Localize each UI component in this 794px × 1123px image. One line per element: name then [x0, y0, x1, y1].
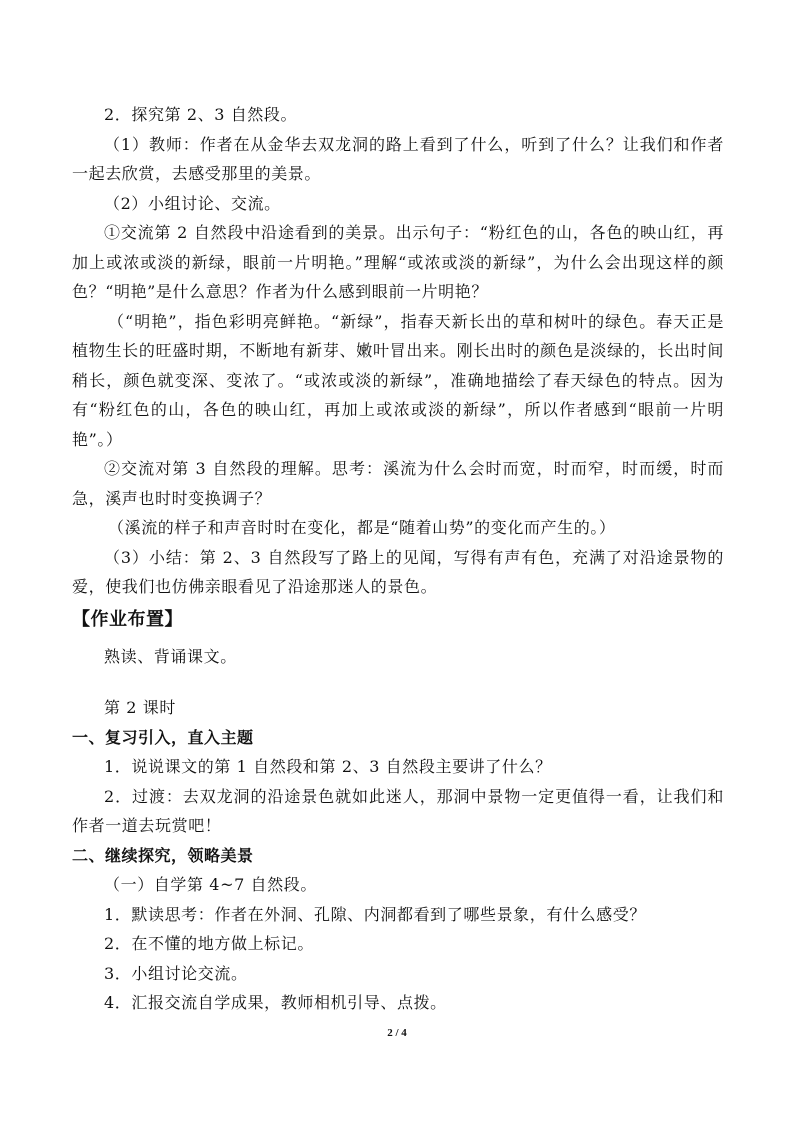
spacer: [72, 671, 724, 693]
list-item: （一）自学第 4~7 自然段。: [104, 875, 317, 894]
section-heading: 一、复习引入，直入主题: [72, 727, 254, 747]
list-item: 4．汇报交流自学成果，教师相机引导、点拨。: [104, 993, 447, 1012]
paragraph: （溪流的样子和声音时时在变化，都是“随着山势”的变化而产生的。）: [108, 518, 616, 537]
paragraph: （1）教师：作者在从金华去双龙洞的路上看到了什么，听到了什么？让我们和作者一起去欣赏，去感受那里的美景。: [72, 134, 724, 183]
paragraph: （“明艳”，指色彩明亮鲜艳。“新绿”，指春天新长出的草和树叶的绿色。春天正是植物生长的旺盛时期，不断地有新芽、嫩叶冒出来。刚长出时的颜色是淡绿的，长出时间稍长，颜色就变深、变浓了。“或浓或淡的新绿”，准确地描绘了春天绿色的特点。因为有“粉红色的山，各色的映山红，再加上或浓或淡的新绿”，所以作者感到“眼前一片明艳”。）: [72, 311, 724, 449]
list-item: 2．在不懂的地方做上标记。: [104, 934, 314, 953]
list-item: 1．说说课文的第 1 自然段和第 2、3 自然段主要讲了什么？: [104, 757, 552, 776]
section-heading: 二、继续探究，领略美景: [72, 845, 254, 865]
paragraph: （3）小结：第 2、3 自然段写了路上的见闻，写得有声有色，充满了对沿途景物的爱，使我们也仿佛亲眼看见了沿途那迷人的景色。: [72, 547, 724, 596]
page-number: 2 / 4: [387, 1027, 407, 1039]
paragraph: 2．探究第 2、3 自然段。: [104, 105, 298, 124]
homework-heading: 【作业布置】: [72, 608, 183, 630]
lesson-title: 第 2 课时: [104, 698, 176, 717]
document-body: [72, 100, 724, 1018]
paragraph: ②交流对第 3 自然段的理解。思考：溪流为什么会时而宽，时而窄，时而缓，时而急，溪声也时时变换调子？: [72, 459, 724, 508]
paragraph: （2）小组讨论、交流。: [104, 193, 281, 213]
paragraph: ①交流第 2 自然段中沿途看到的美景。出示句子：“粉红色的山，各色的映山红，再加上或浓或淡的新绿，眼前一片明艳。”理解“或浓或淡的新绿”，为什么会出现这样的颜色？“明艳”是什么意思？作者为什么感到眼前一片明艳？: [72, 223, 724, 301]
list-item: 2．过渡：去双龙洞的沿途景色就如此迷人，那洞中景物一定更值得一看，让我们和作者一道去玩赏吧！: [72, 786, 724, 835]
list-item: 3．小组讨论交流。: [104, 963, 248, 983]
homework-text: 熟读、背诵课文。: [104, 646, 237, 666]
list-item: 1．默读思考：作者在外洞、孔隙、内洞都看到了哪些景象，有什么感受？: [104, 904, 646, 924]
